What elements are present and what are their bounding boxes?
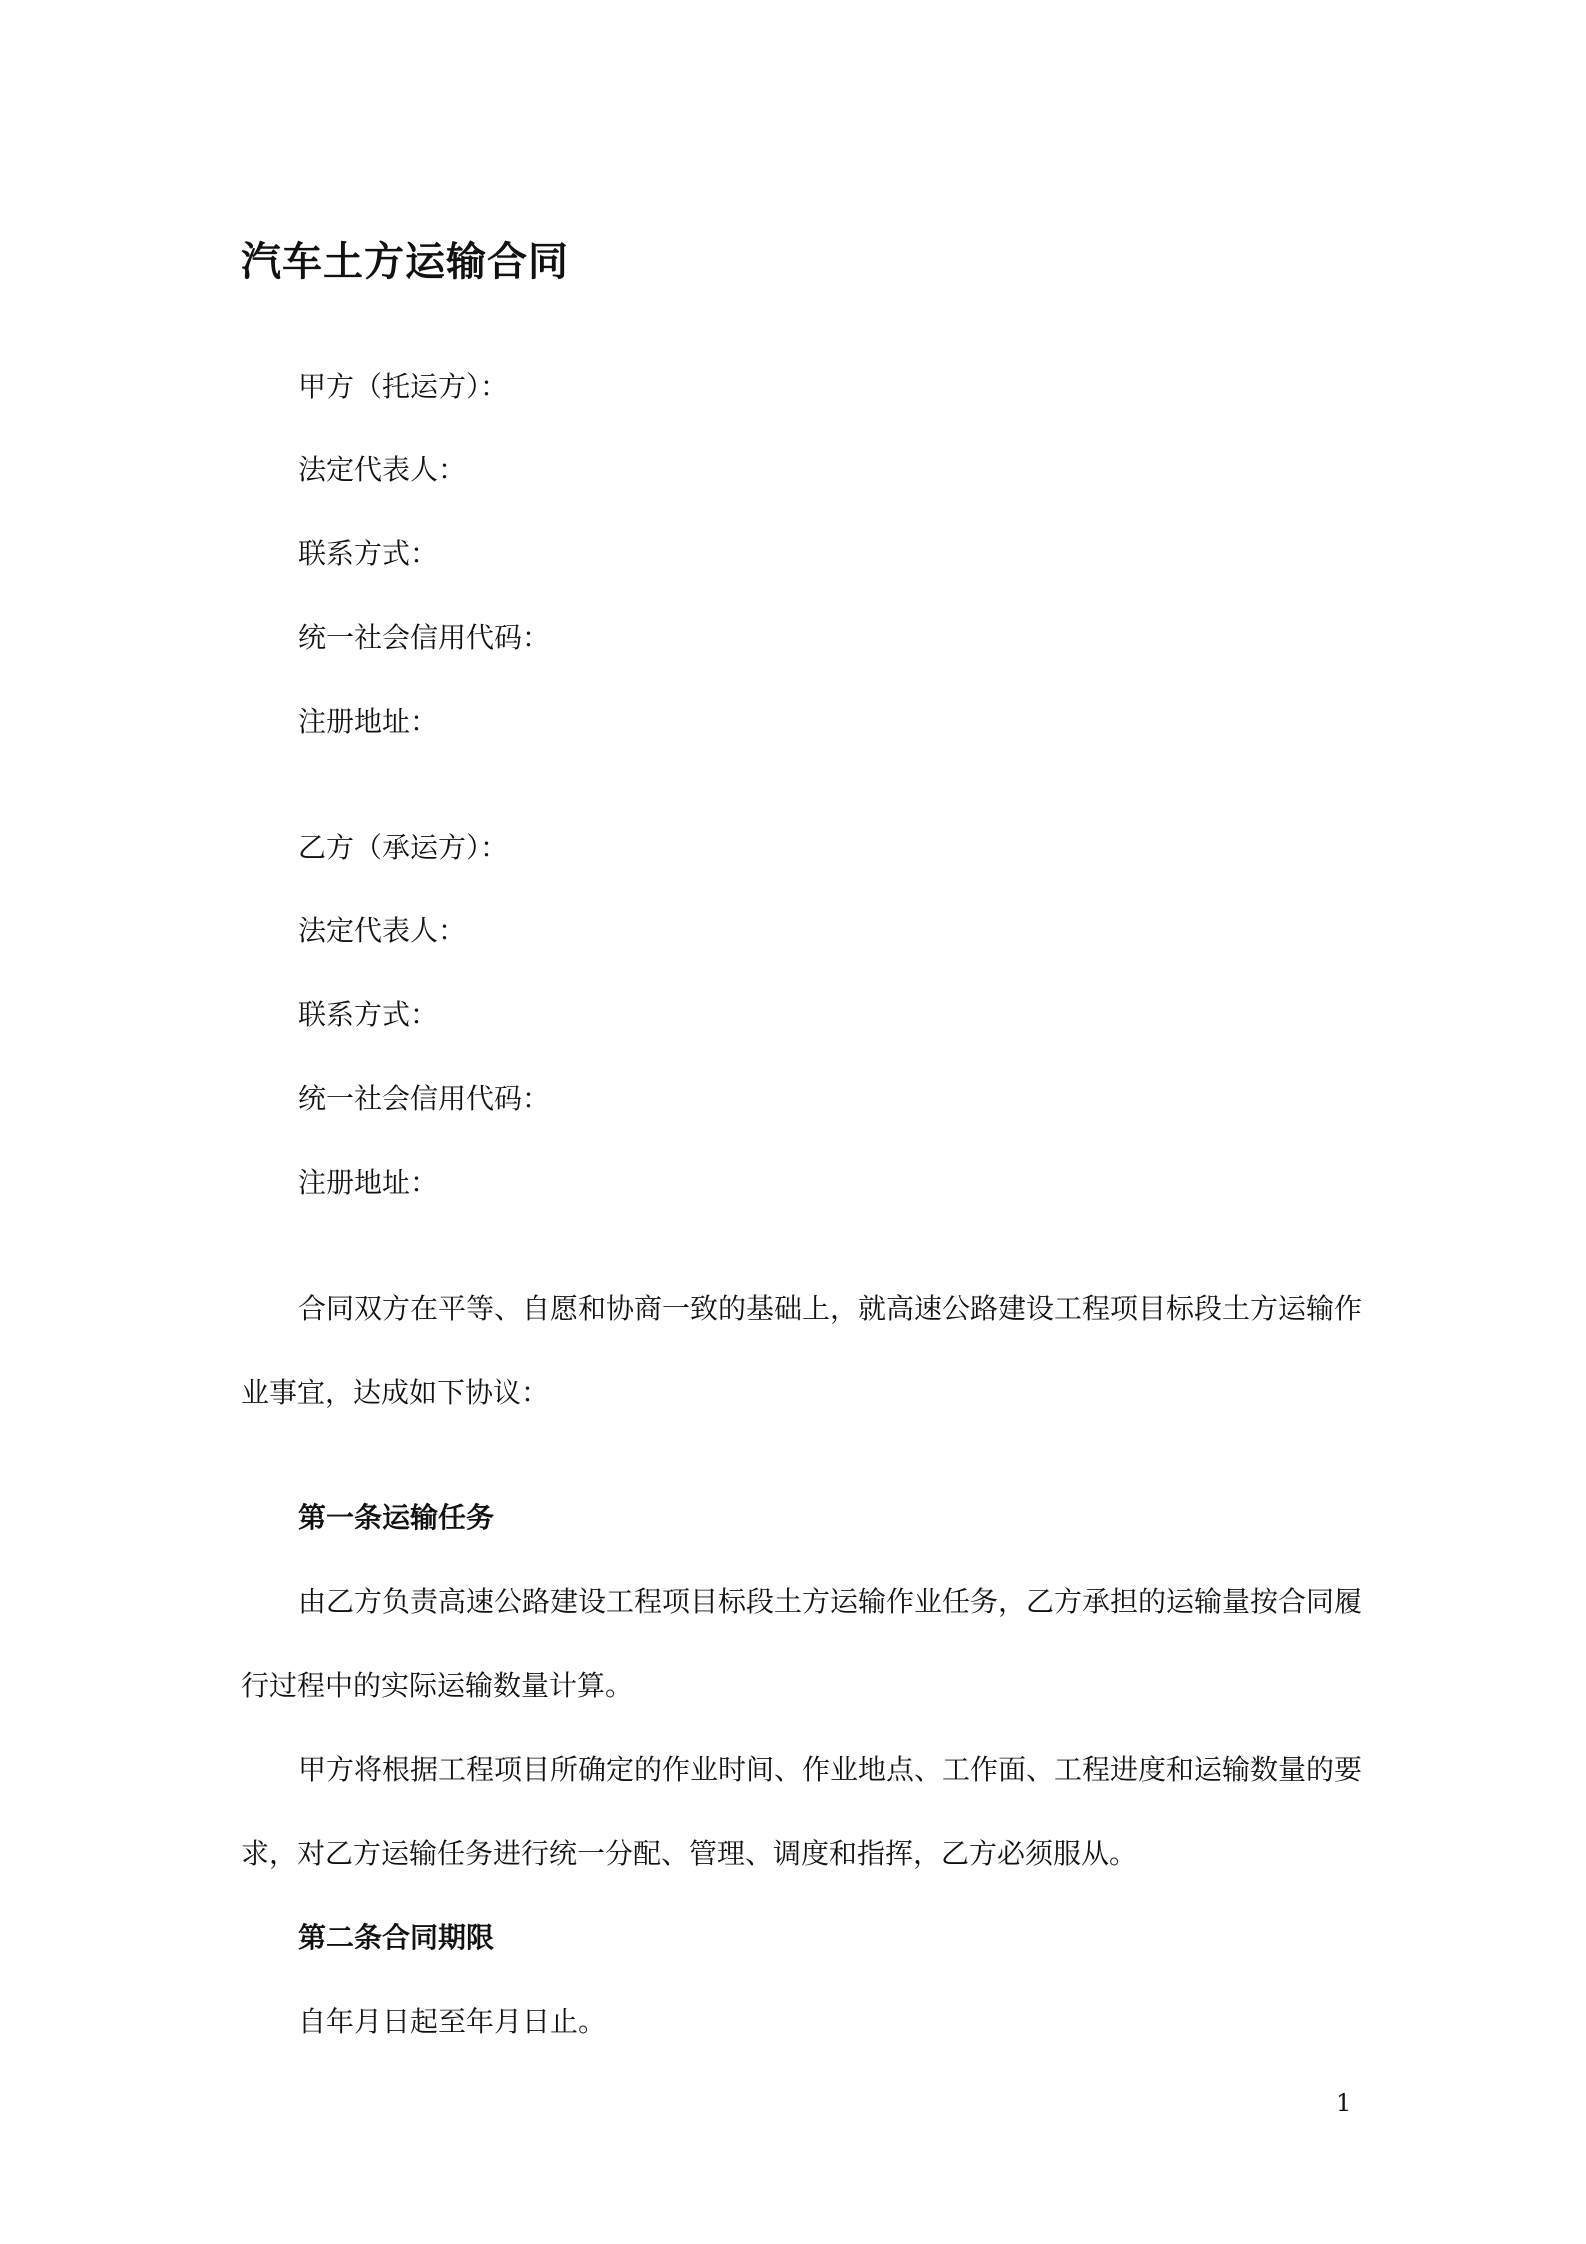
preamble-line-1: 合同双方在平等、自愿和协商一致的基础上，就高速公路建设工程项目标段土方运输作 bbox=[298, 1292, 1363, 1325]
party-a-credit-code: 统一社会信用代码： bbox=[298, 621, 551, 654]
party-b-legal-rep: 法定代表人： bbox=[298, 914, 467, 947]
preamble-line-2: 业事宜，达成如下协议： bbox=[241, 1376, 550, 1409]
party-b-credit-code: 统一社会信用代码： bbox=[298, 1082, 551, 1115]
article-2-heading: 第二条合同期限 bbox=[298, 1921, 495, 1954]
article-1-para-1-line-1: 由乙方负责高速公路建设工程项目标段土方运输作业任务，乙方承担的运输量按合同履 bbox=[298, 1585, 1363, 1618]
party-a-address: 注册地址： bbox=[298, 705, 439, 738]
document-title: 汽车土方运输合同 bbox=[241, 239, 569, 285]
page-number: 1 bbox=[1336, 2089, 1352, 2117]
party-a-heading: 甲方（托运方）： bbox=[298, 370, 509, 403]
article-2-para-1: 自年月日起至年月日止。 bbox=[298, 2005, 607, 2038]
party-a-legal-rep: 法定代表人： bbox=[298, 453, 467, 486]
party-a-contact: 联系方式： bbox=[298, 537, 439, 570]
article-1-heading: 第一条运输任务 bbox=[298, 1501, 495, 1534]
party-b-address: 注册地址： bbox=[298, 1166, 439, 1199]
article-1-para-2-line-1: 甲方将根据工程项目所确定的作业时间、作业地点、工作面、工程进度和运输数量的要 bbox=[298, 1753, 1363, 1786]
party-b-heading: 乙方（承运方）： bbox=[298, 831, 509, 864]
article-1-para-2-line-2: 求，对乙方运输任务进行统一分配、管理、调度和指挥，乙方必须服从。 bbox=[241, 1837, 1138, 1870]
article-1-para-1-line-2: 行过程中的实际运输数量计算。 bbox=[241, 1669, 634, 1702]
party-b-contact: 联系方式： bbox=[298, 998, 439, 1031]
